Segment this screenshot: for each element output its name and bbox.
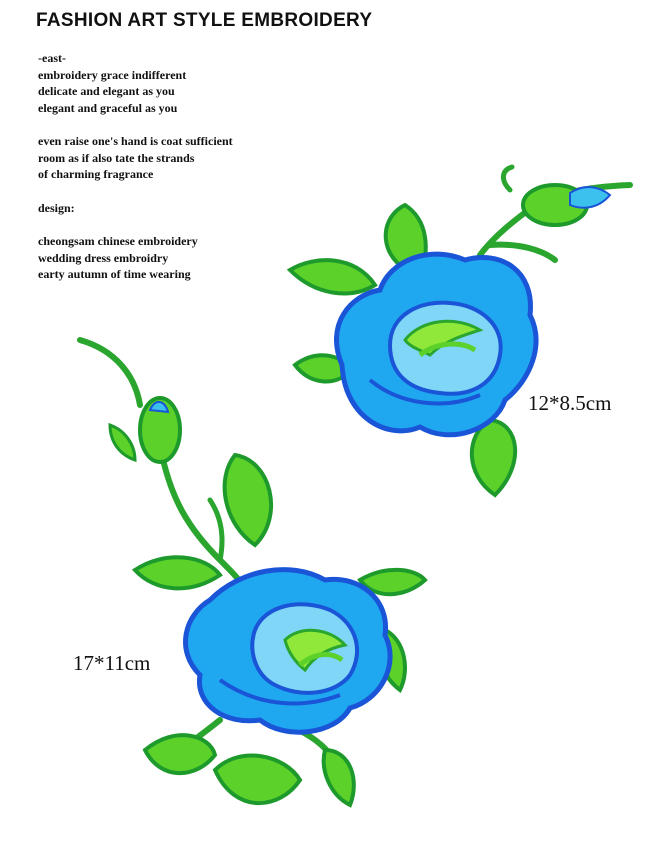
leaf-icon	[472, 420, 515, 495]
stem	[80, 340, 140, 405]
intro-paragraph	[38, 50, 338, 116]
verse-line: of charming fragrance	[38, 167, 154, 181]
leaf-icon	[215, 756, 300, 804]
small-patch-size-label: 12*8.5cm	[528, 391, 612, 415]
design-line: cheongsam chinese embroidery	[38, 234, 198, 248]
page-title: FASHION ART STYLE EMBROIDERY	[36, 10, 373, 31]
leaf-icon	[290, 260, 375, 293]
intro-line: delicate and elegant as you	[38, 84, 175, 98]
verse-line: even raise one's hand is coat sufficient	[38, 134, 233, 148]
design-line: earty autumn of time wearing	[38, 267, 191, 281]
stem	[503, 167, 512, 190]
leaf-icon	[324, 750, 354, 805]
large-patch-size-label: 17*11cm	[73, 651, 151, 675]
leaf-icon	[110, 425, 135, 460]
intro-heading: -east-	[38, 51, 66, 65]
design-line: wedding dress embroidry	[38, 250, 169, 265]
bud-icon	[570, 187, 610, 208]
leaf-icon	[145, 735, 215, 773]
intro-line: elegant and graceful as you	[38, 100, 178, 115]
design-heading: design:	[38, 200, 75, 215]
leaf-icon	[225, 455, 271, 545]
leaf-icon	[135, 557, 220, 588]
intro-line: embroidery grace indifferent	[38, 67, 187, 82]
verse-line: room as if also tate the strands	[38, 150, 195, 165]
large-rose-patch	[70, 330, 450, 840]
